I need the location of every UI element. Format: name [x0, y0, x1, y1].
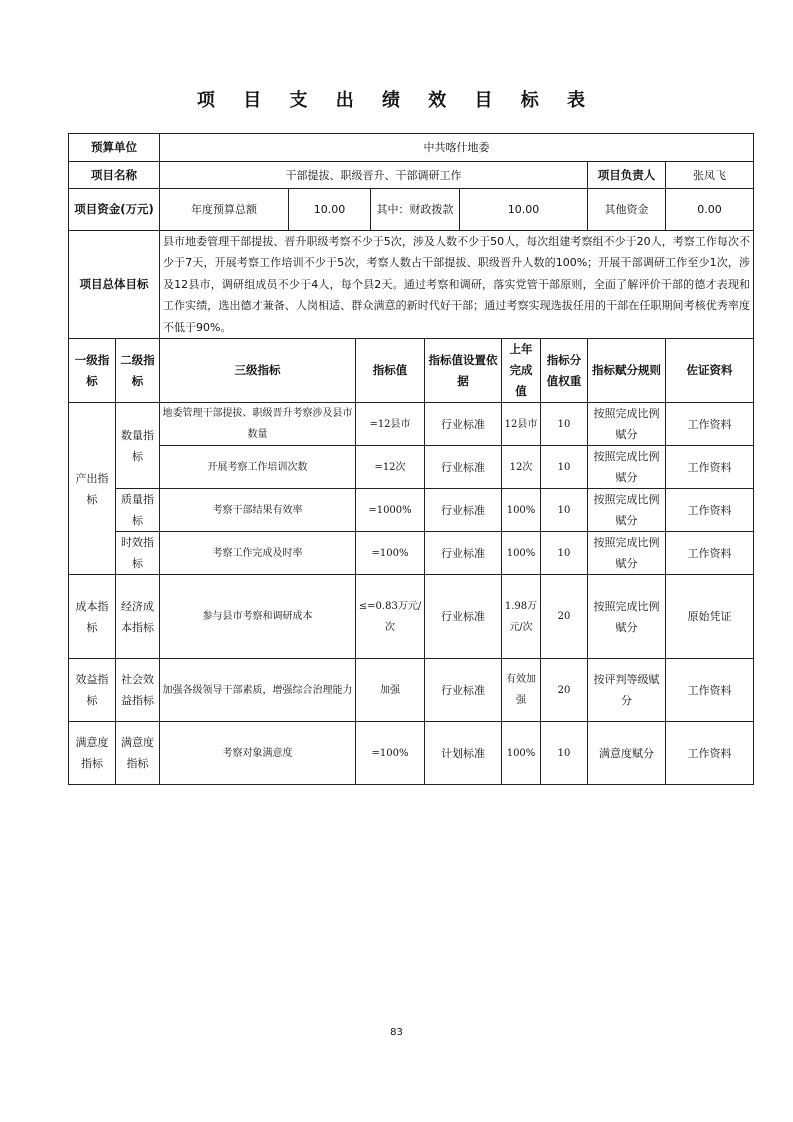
other-fund-value: 0.00 — [666, 189, 754, 231]
header-last-year: 上年完成值 — [502, 339, 541, 403]
row7-l3: 考察对象满意度 — [160, 722, 356, 785]
group-benefit: 效益指标 — [69, 659, 116, 722]
row5-evidence: 原始凭证 — [666, 575, 754, 659]
header-level3: 三级指标 — [160, 339, 356, 403]
group-cost: 成本指标 — [69, 575, 116, 659]
table-row — [69, 722, 754, 785]
row6-weight: 20 — [541, 659, 588, 722]
row6-basis: 行业标准 — [425, 659, 502, 722]
row2-l3: 开展考察工作培训次数 — [160, 446, 356, 489]
group-output: 产出指标 — [69, 403, 116, 575]
overall-goal-text: 县市地委管理干部提拔、晋升职级考察不少于5次，涉及人数不少于50人，每次组建考察组不少于20人，考察工作每次不少于7天，开展考察工作培训不少于5次，考察人数占干部提拔、职级晋升人数的100%；开展干部调研工作至少1次，涉及12县市，调研组成员不少于4人，每个县2天。通过考察和调研，落实党管干部原则，全面了解评价干部的德才表现和工作实绩，选出德才兼备、人岗相适、群众满意的新时代好干部；通过考察实现选拔任用的干部在任职期间考核优秀率度不低于90%。 — [160, 231, 754, 339]
row6-val: 加强 — [356, 659, 425, 722]
group-satisfaction: 满意度指标 — [69, 722, 116, 785]
subgroup-econ-cost: 经济成本指标 — [116, 575, 160, 659]
subgroup-satisfaction: 满意度指标 — [116, 722, 160, 785]
row1-val: =12县市 — [356, 403, 425, 446]
row7-evidence: 工作资料 — [666, 722, 754, 785]
row4-evidence: 工作资料 — [666, 532, 754, 575]
table-row — [69, 659, 754, 722]
row1-last: 12县市 — [502, 403, 541, 446]
annual-budget-value: 10.00 — [289, 189, 371, 231]
row1-evidence: 工作资料 — [666, 403, 754, 446]
fiscal-fund-value: 10.00 — [460, 189, 588, 231]
row7-rule: 满意度赋分 — [588, 722, 666, 785]
header-scoring-rule: 指标赋分规则 — [588, 339, 666, 403]
page-title: 项 目 支 出 绩 效 目 标 表 — [196, 90, 597, 111]
row2-last: 12次 — [502, 446, 541, 489]
header-evidence: 佐证资料 — [666, 339, 754, 403]
row6-rule: 按评判等级赋分 — [588, 659, 666, 722]
row7-weight: 10 — [541, 722, 588, 785]
table-row — [69, 532, 754, 575]
row5-last: 1.98万元/次 — [502, 575, 541, 659]
project-fund-label: 项目资金(万元) — [69, 189, 160, 231]
other-fund-label: 其他资金 — [588, 189, 666, 231]
row2-rule: 按照完成比例赋分 — [588, 446, 666, 489]
row4-l3: 考察工作完成及时率 — [160, 532, 356, 575]
table-row — [69, 489, 754, 532]
table-row — [69, 575, 754, 659]
table-row — [69, 403, 754, 446]
project-leader-value: 张凤飞 — [666, 162, 754, 189]
table-row — [69, 446, 754, 489]
annual-budget-label: 年度预算总额 — [160, 189, 289, 231]
row6-last: 有效加强 — [502, 659, 541, 722]
row2-basis: 行业标准 — [425, 446, 502, 489]
row2-val: =12次 — [356, 446, 425, 489]
project-leader-label: 项目负责人 — [588, 162, 666, 189]
row6-evidence: 工作资料 — [666, 659, 754, 722]
subgroup-quantity: 数量指标 — [116, 403, 160, 489]
row5-l3: 参与县市考察和调研成本 — [160, 575, 356, 659]
row1-rule: 按照完成比例赋分 — [588, 403, 666, 446]
page-number: 83 — [390, 1027, 403, 1038]
row1-basis: 行业标准 — [425, 403, 502, 446]
project-name-label: 项目名称 — [69, 162, 160, 189]
row3-evidence: 工作资料 — [666, 489, 754, 532]
row5-basis: 行业标准 — [425, 575, 502, 659]
row7-val: =100% — [356, 722, 425, 785]
row5-weight: 20 — [541, 575, 588, 659]
budget-unit-label: 预算单位 — [69, 134, 160, 162]
row7-last: 100% — [502, 722, 541, 785]
header-basis: 指标值设置依据 — [425, 339, 502, 403]
row3-val: =1000% — [356, 489, 425, 532]
row3-rule: 按照完成比例赋分 — [588, 489, 666, 532]
row4-last: 100% — [502, 532, 541, 575]
project-name-value: 干部提拔、职级晋升、干部调研工作 — [160, 162, 588, 189]
row3-last: 100% — [502, 489, 541, 532]
header-value: 指标值 — [356, 339, 425, 403]
row5-val: ≤=0.83万元/次 — [356, 575, 425, 659]
row3-basis: 行业标准 — [425, 489, 502, 532]
row1-l3: 地委管理干部提拔、职级晋升考察涉及县市数量 — [160, 403, 356, 446]
row7-basis: 计划标准 — [425, 722, 502, 785]
header-weight: 指标分值权重 — [541, 339, 588, 403]
overall-goal-label: 项目总体目标 — [69, 231, 160, 339]
budget-unit-value: 中共喀什地委 — [160, 134, 754, 162]
row3-weight: 10 — [541, 489, 588, 532]
subgroup-timeliness: 时效指标 — [116, 532, 160, 575]
row1-weight: 10 — [541, 403, 588, 446]
row4-basis: 行业标准 — [425, 532, 502, 575]
row3-l3: 考察干部结果有效率 — [160, 489, 356, 532]
subgroup-social-benefit: 社会效益指标 — [116, 659, 160, 722]
performance-table — [68, 133, 754, 785]
row4-val: =100% — [356, 532, 425, 575]
row2-weight: 10 — [541, 446, 588, 489]
row4-rule: 按照完成比例赋分 — [588, 532, 666, 575]
fiscal-fund-label: 其中：财政拨款 — [371, 189, 460, 231]
subgroup-quality: 质量指标 — [116, 489, 160, 532]
row6-l3: 加强各级领导干部素质，增强综合治理能力 — [160, 659, 356, 722]
header-level2: 二级指标 — [116, 339, 160, 403]
row4-weight: 10 — [541, 532, 588, 575]
header-level1: 一级指标 — [69, 339, 116, 403]
row5-rule: 按照完成比例赋分 — [588, 575, 666, 659]
row2-evidence: 工作资料 — [666, 446, 754, 489]
